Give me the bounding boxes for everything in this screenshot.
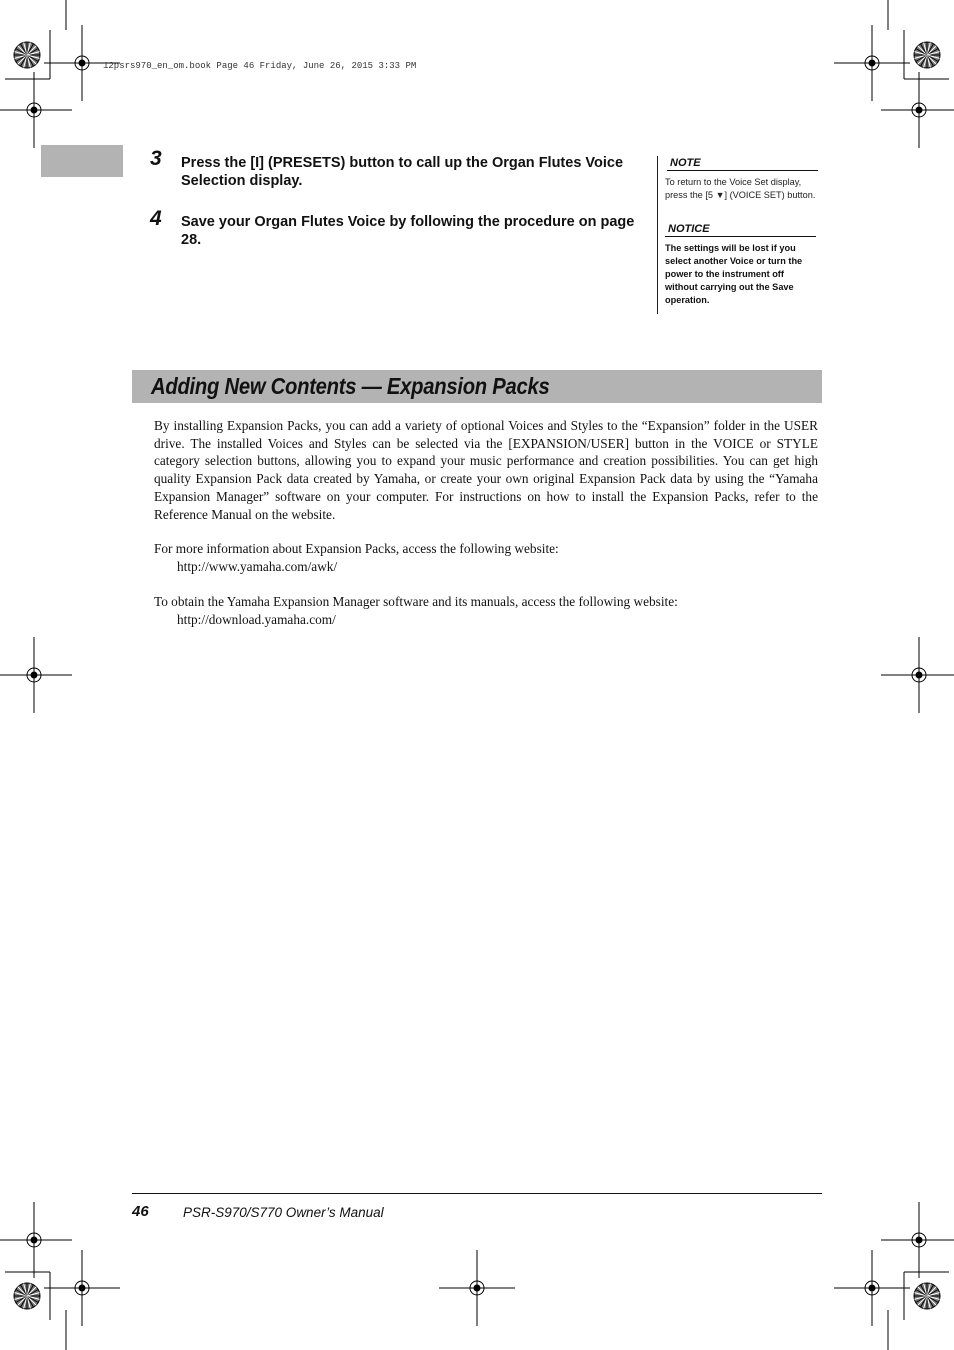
file-header-line: 12psrs970_en_om.book Page 46 Friday, June 26, 2015 3:33 PM	[103, 61, 417, 71]
step-4-number: 4	[150, 207, 162, 230]
starburst-target-icon	[14, 42, 40, 68]
notice-title: NOTICE	[665, 222, 816, 237]
sidebar-rule	[657, 156, 658, 314]
section-title: Adding New Contents — Expansion Packs	[151, 373, 550, 399]
registration-mark-icon	[881, 637, 954, 713]
registration-mark-icon	[0, 72, 72, 148]
note-text	[665, 176, 820, 202]
section-tab-marker	[41, 145, 123, 177]
manual-title: PSR-S970/S770 Owner’s Manual	[183, 1205, 384, 1220]
starburst-target-icon	[914, 42, 940, 68]
registration-mark-icon	[881, 1202, 954, 1278]
step-4-text: Save your Organ Flutes Voice by following the procedure on page 28.	[181, 214, 635, 248]
registration-mark-icon	[834, 25, 910, 101]
manager-download-paragraph: To obtain the Yamaha Expansion Manager software and its manuals, access the following website:	[154, 594, 678, 609]
download-url[interactable]: http://download.yamaha.com/	[177, 612, 336, 627]
note-text-part-2: ] (VOICE SET) button.	[724, 190, 816, 200]
footer-rule	[132, 1193, 822, 1194]
notice-text: The settings will be lost if you select another Voice or turn the power to the instrument off without carrying out the Save operation.	[665, 243, 803, 305]
expansion-intro-paragraph: By installing Expansion Packs, you can add a variety of optional Voices and Styles to the “Expansion” folder in the USER drive. The installed Voices and Styles can be selected via the [EXPANSION/USER] button in the VOICE or STYLE category selection buttons, allowing you to expand your music performance and creation possibilities. You can get high quality Expansion Pack data created by Yamaha, or create your own original Expansion Pack data by using the “Yamaha Expansion Manager” software on your computer. For instructions on how to install the Expansion Packs, refer to the Reference Manual on the website.	[154, 418, 818, 522]
starburst-target-icon	[914, 1283, 940, 1309]
page-number: 46	[132, 1203, 149, 1220]
step-3-number: 3	[150, 147, 162, 170]
note-text-part-1: To return to the Voice Set display, press the [5	[665, 177, 802, 200]
registration-mark-icon	[44, 1250, 120, 1326]
registration-mark-icon	[834, 1250, 910, 1326]
registration-mark-icon	[0, 637, 72, 713]
registration-mark-icon	[439, 1250, 515, 1326]
registration-mark-icon	[881, 72, 954, 148]
more-info-paragraph: For more information about Expansion Packs, access the following website:	[154, 541, 559, 556]
triangle-down-icon: ▼	[715, 190, 725, 200]
registration-mark-icon	[0, 1202, 72, 1278]
expansion-info-url[interactable]: http://www.yamaha.com/awk/	[177, 559, 338, 574]
note-title: NOTE	[667, 156, 818, 171]
step-3-text: Press the [I] (PRESETS) button to call up the Organ Flutes Voice Selection display.	[181, 155, 624, 189]
starburst-target-icon	[14, 1283, 40, 1309]
